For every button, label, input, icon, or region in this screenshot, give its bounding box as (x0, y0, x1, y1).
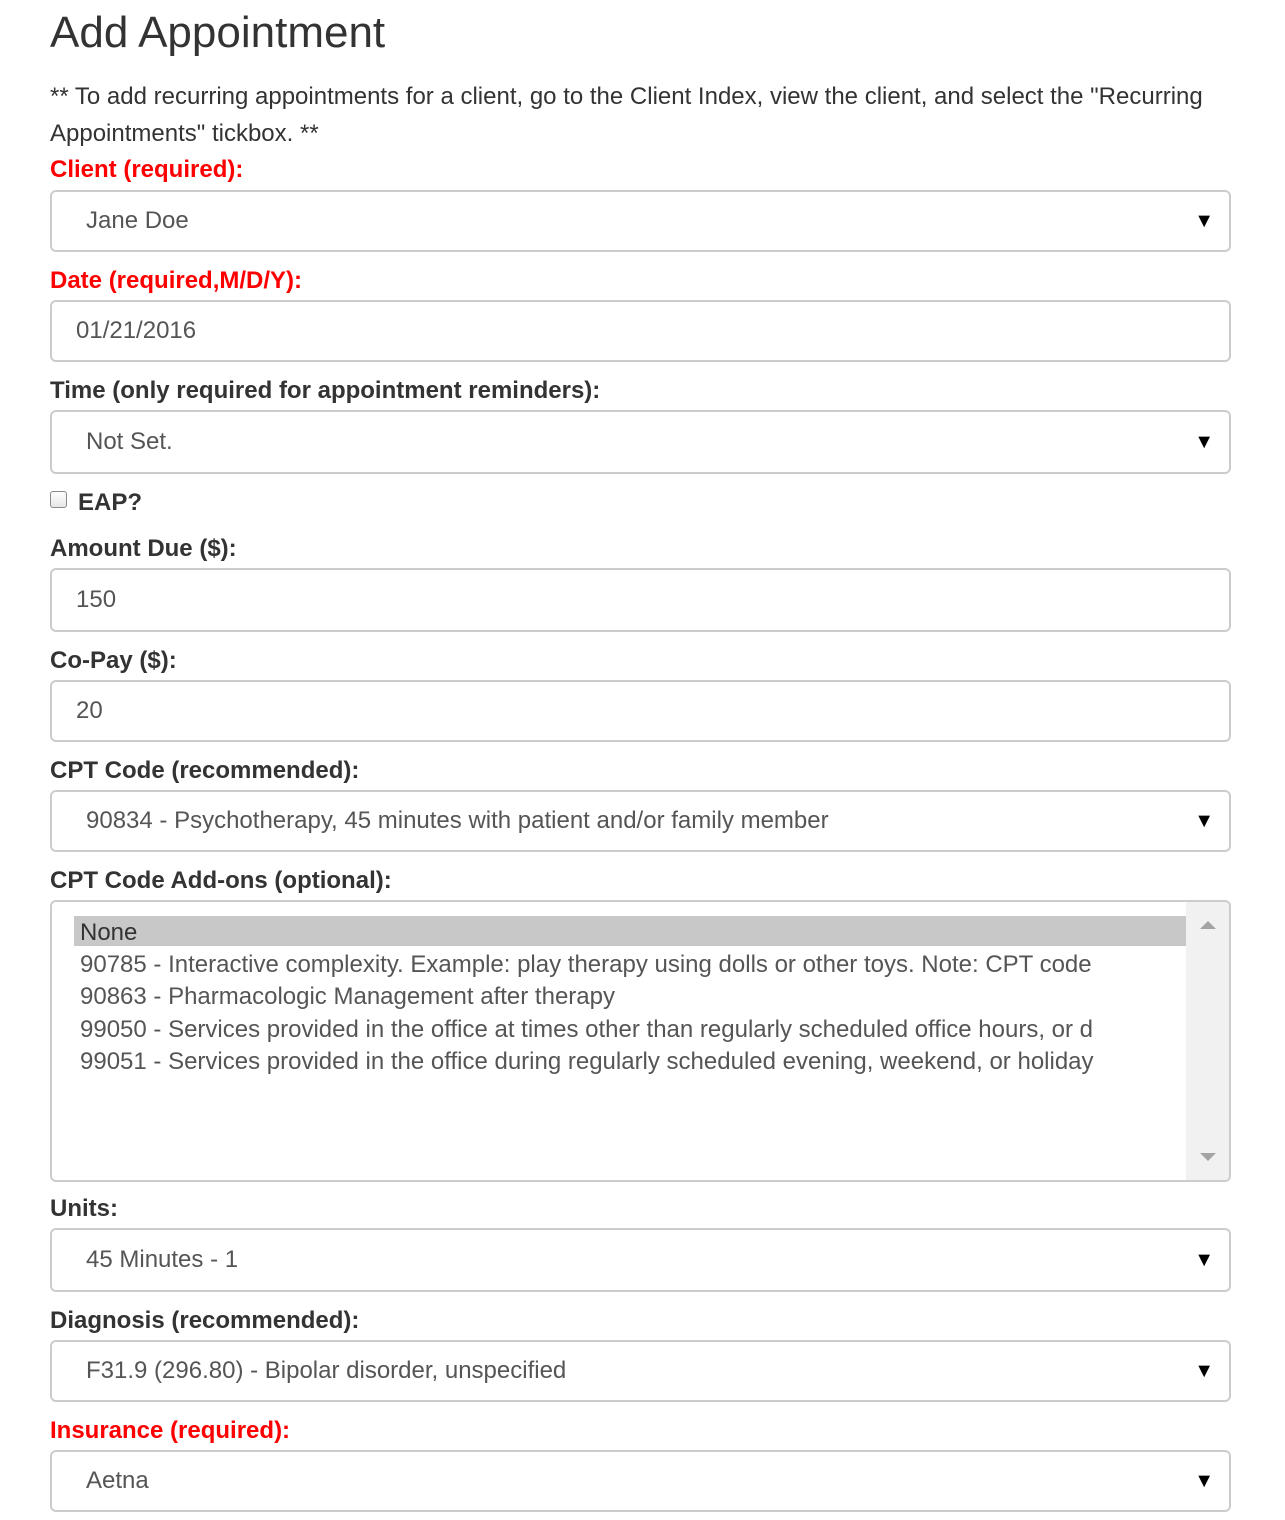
date-input-value: 01/21/2016 (76, 317, 197, 344)
cpt-addon-option[interactable]: None (74, 916, 1187, 946)
chevron-down-icon: ▼ (1194, 1249, 1214, 1271)
scroll-down-icon[interactable] (1200, 1153, 1216, 1161)
cpt-code-select-value: 90834 - Psychotherapy, 45 minutes with patient and/or family member (86, 807, 829, 834)
units-select-value: 45 Minutes - 1 (86, 1246, 239, 1273)
chevron-down-icon: ▼ (1194, 431, 1214, 453)
copay-label: Co-Pay ($): (50, 647, 177, 674)
eap-checkbox-label[interactable]: EAP? (78, 489, 143, 516)
date-input[interactable] (50, 300, 1231, 362)
amount-due-input[interactable] (50, 568, 1231, 632)
diagnosis-select-value: F31.9 (296.80) - Bipolar disorder, unspecified (86, 1357, 567, 1384)
insurance-select-value: Aetna (86, 1467, 149, 1494)
time-select[interactable] (50, 410, 1231, 474)
cpt-code-label: CPT Code (recommended): (50, 757, 360, 784)
copay-input-value: 20 (76, 697, 103, 724)
client-select-value: Jane Doe (86, 207, 189, 234)
client-label: Client (required): (50, 156, 244, 183)
diagnosis-label: Diagnosis (recommended): (50, 1307, 360, 1334)
copay-input[interactable] (50, 680, 1231, 742)
cpt-addons-listbox[interactable] (50, 900, 1231, 1182)
amount-due-label: Amount Due ($): (50, 535, 237, 562)
cpt-addon-option[interactable]: 90785 - Interactive complexity. Example: play therapy using dolls or other toys. Note: CPT code (80, 950, 1092, 978)
cpt-addons-options (74, 916, 1187, 1079)
cpt-addons-label: CPT Code Add-ons (optional): (50, 867, 392, 894)
listbox-scrollbar[interactable] (1186, 902, 1229, 1180)
chevron-down-icon: ▼ (1194, 810, 1214, 832)
insurance-label: Insurance (required): (50, 1417, 291, 1444)
client-select[interactable] (50, 190, 1231, 252)
insurance-select[interactable] (50, 1450, 1231, 1512)
units-select[interactable] (50, 1228, 1231, 1292)
date-label: Date (required,M/D/Y): (50, 267, 303, 294)
page-title: Add Appointment (50, 8, 386, 57)
recurring-note: ** To add recurring appointments for a client, go to the Client Index, view the client, and select the "Recurring Appointments" tickbox. ** (50, 83, 1203, 147)
eap-checkbox[interactable] (50, 491, 67, 508)
diagnosis-select[interactable] (50, 1340, 1231, 1402)
chevron-down-icon: ▼ (1194, 210, 1214, 232)
scroll-up-icon[interactable] (1200, 921, 1216, 929)
units-label: Units: (50, 1195, 118, 1222)
chevron-down-icon: ▼ (1194, 1470, 1214, 1492)
amount-due-input-value: 150 (76, 586, 117, 613)
eap-checkbox-row (50, 486, 142, 520)
time-select-value: Not Set. (86, 428, 173, 455)
cpt-code-select[interactable] (50, 790, 1231, 852)
cpt-addon-option[interactable]: 99050 - Services provided in the office at times other than regularly scheduled office hours, or d (80, 1015, 1094, 1043)
cpt-addon-option[interactable]: 99051 - Services provided in the office during regularly scheduled evening, weekend, or holiday (80, 1048, 1094, 1075)
cpt-addon-option[interactable]: 90863 - Pharmacologic Management after therapy (80, 983, 615, 1010)
chevron-down-icon: ▼ (1194, 1360, 1214, 1382)
time-label: Time (only required for appointment reminders): (50, 377, 601, 404)
